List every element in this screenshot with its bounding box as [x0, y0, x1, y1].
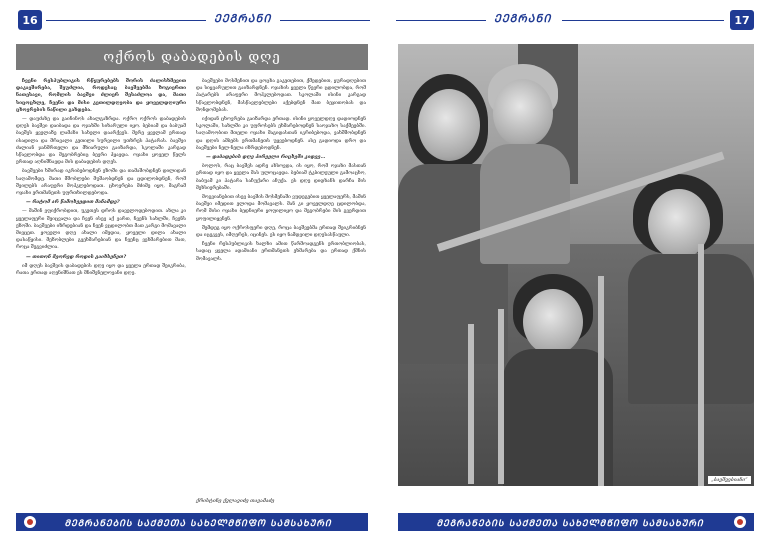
photo-fence-bar — [498, 309, 504, 484]
header-rule — [562, 20, 724, 21]
photo-caption: „ბავშვებიანი“ — [708, 476, 751, 484]
header-title: ᲔᲔᲒᲠᲐᲜᲘ — [494, 12, 552, 25]
header-title: ᲔᲔᲒᲠᲐᲜᲘ — [214, 12, 272, 25]
photo-face — [493, 79, 553, 147]
photo-face — [418, 89, 480, 161]
emblem-icon — [24, 516, 36, 528]
article-paragraph: შემდეგ იყო ოქროსფერი დღე, როცა ბავშვებმა ერთად შეიკრიბნენ და იცეკვეს, იმღერეს, იცინეს. ეს იყო ნამდვილი დღესასწაული. — [196, 225, 366, 239]
footer-text: ᲛᲔᲒᲠᲐᲜᲔᲑᲘᲡ ᲡᲐᲥᲛᲔᲗᲐ ᲡᲐᲮᲔᲚᲛᲬᲘᲤᲝ ᲡᲐᲛᲡᲐᲮᲣᲠᲘ — [64, 518, 332, 529]
photo-face — [523, 289, 583, 355]
photo-fence-bar — [468, 324, 474, 484]
page-number: 16 — [18, 10, 42, 30]
article-paragraph: — დაუძახე და გაიჩინოს ახალგაზრდა. ოქრო ოქროს დაბადების დღეს ბავშვი დაიბადა და ოჯახში სიხარული იყო. ბებიამ და ბაბუამ ბავშვს ყველაზე ლამაზი სახელი დაარქვეს. მერე ყველამ ერთად ისადილა და მრავალი კეთილი სურვილი უთხრეს პატარას. ბავშვი ძალიან ჯანმრთელი და მხიარული გაიზარდა, სკოლაში კარგად სწავლობდა და მეგობრებიც ბევრი ჰყავდა. ოჯახი ყოველ წელს ერთად აღნიშნავდა მის დაბადების დღეს. — [16, 117, 186, 166]
footer-text: ᲛᲔᲒᲠᲐᲜᲔᲑᲘᲡ ᲡᲐᲥᲛᲔᲗᲐ ᲡᲐᲮᲔᲚᲛᲬᲘᲤᲝ ᲡᲐᲛᲡᲐᲮᲣᲠᲘ — [436, 518, 704, 529]
children-photo — [398, 44, 754, 486]
article-paragraph: — დაბადების დღე პირველი რიცხვში კიდევ... — [206, 155, 326, 161]
article-column-2 — [196, 78, 366, 488]
photo-body — [628, 254, 754, 404]
article-column-1 — [16, 78, 186, 488]
footer-bar — [16, 513, 368, 531]
article-paragraph: — რატომ არ წამოხვედით მანამდე? — [26, 200, 120, 206]
emblem-icon — [734, 516, 746, 528]
article-paragraph: იქიდან ცხოვრება გაიზარდა ერთად. ისინი ყოველდღე დადიოდნენ სკოლაში, სახლში კი უფროსებს ეხმარებოდნენ საოჯახო საქმეებში. საღამოობით მთელი ოჯახი მაგიდასთან იკრიბებოდა, ვახშმობდნენ და დღის ამბებს ერთმანეთს უყვებოდნენ. ასე გადიოდა დრო და ბავშვები ნელ-ნელა იზრდებოდნენ. — [196, 117, 366, 151]
footer-bar — [398, 513, 754, 531]
article-title-band — [16, 44, 368, 70]
article-title: ოქროს დაბადების დღე — [103, 49, 281, 65]
article-paragraph: ბავშვები მოსმენით და ცოცხა გაკეთებით, ქმედებით, ყურადღებით და სიყვარულით გაიზარდნენ. ოჯახის ყველა წევრი ცდილობდა, რომ პატარებს არაფერი მოჰკლებოდათ. სკოლაში ისინი კარგად სწავლობდნენ, მასწავლებლები აქებდნენ მათ ბეჯითობას და მონდომებას. — [196, 79, 366, 113]
photo-fence-bar — [598, 276, 604, 486]
article-paragraph: იმ დღეს ბავშვის დაბადების დღე იყო და ყველა ერთად შეიკრიბა, რათა ერთად აღენიშნათ ეს მნიშვნელოვანი დღე. — [16, 263, 186, 277]
header-rule-left — [396, 20, 486, 21]
article-paragraph: ჩვენი რესპუბლიკის რწყურებებს შორის ძალისხმევით დაკავშირება, შეუძლია, როდესაც ბავშვებმა ზოგიერთი ნათესავი, რომლის ბავშვი ძლიერ შესაძლოა და, მათი სიცოცხლე, ჩვენი და მისი კეთილდღეობა და ყოველდღიური ცხოვრების ნაწილი გახდება. — [16, 79, 186, 113]
page-number: 17 — [730, 10, 754, 30]
article-paragraph: ჩვენი რესპუბლიკის ხალხი ამით წარმოადგენს ერთობლიობას, სადაც ყველა ადამიანი ერთმანეთს ეხმარება და ერთად ქმნის მომავალს. — [196, 242, 366, 262]
article-paragraph: ბავშვები ხშირად იკრიბებოდნენ ეზოში და თამაშობდნენ დილიდან საღამომდე. მათი მშობლები მუშაობდნენ და ცდილობდნენ, რომ შვილებს არაფერი მოჰკლებოდათ. ცხოვრება მძიმე იყო, მაგრამ ოჯახი ერთმანეთს უფრთხილდებოდა. — [16, 169, 186, 197]
article-paragraph: — თითონ მეორედ როდის გაიხსენეთ? — [26, 254, 127, 260]
header-rule — [46, 20, 206, 21]
author-signature: ქრისტინე ქვლავიძე თავამაძე — [196, 498, 275, 504]
article-paragraph: — მაშინ ვფიქრობდით, უკეთეს დროს დაველოდებოდით. ახლა კი ყველაფერი შეიცვალა და ჩვენ ისევ აქ ვართ, ჩვენს სახლში, ჩვენს ეზოში. ბავშვები იზრდებიან და ჩვენ ვცდილობთ მათ კარგი მომავალი მივცეთ. ყოველი დღე ახალი იმედია, ყოველი დილა ახალი დასაწყისი. მეზობლები გვეხმარებიან და ჩვენც ვეხმარებით მათ, როცა შეგვიძლია. — [16, 209, 186, 251]
photo-fence-bar — [698, 244, 704, 486]
header-rule-right — [280, 20, 370, 21]
article-paragraph: ბოლოს, რაც ბავშვს ადრე ახსოვდა, ის იყო, რომ ოჯახი მასთან ერთად იყო და ყველა მას ულოცავდა. ბებიამ ტკბილეული გამოაცხო, ბაბუამ კი პატარა საჩუქარი აჩუქა. ეს დღე დიდხანს დარჩა მის მეხსიერებაში. — [196, 164, 366, 191]
photo-body — [503, 349, 613, 486]
article-paragraph: მოგვიანებით ისევ ბავშის მოსმენაში ვუდეგებით ყველაფერს, მაშინ ბავშვი იმედით ელოდა მომავალს. მან კი ყოველდღე ცდილობდა, რომ მისი ოჯახი ბედნიერი ყოფილიყო და მეგობრები მის გვერდით ყოფილიყვნენ. — [196, 195, 366, 222]
